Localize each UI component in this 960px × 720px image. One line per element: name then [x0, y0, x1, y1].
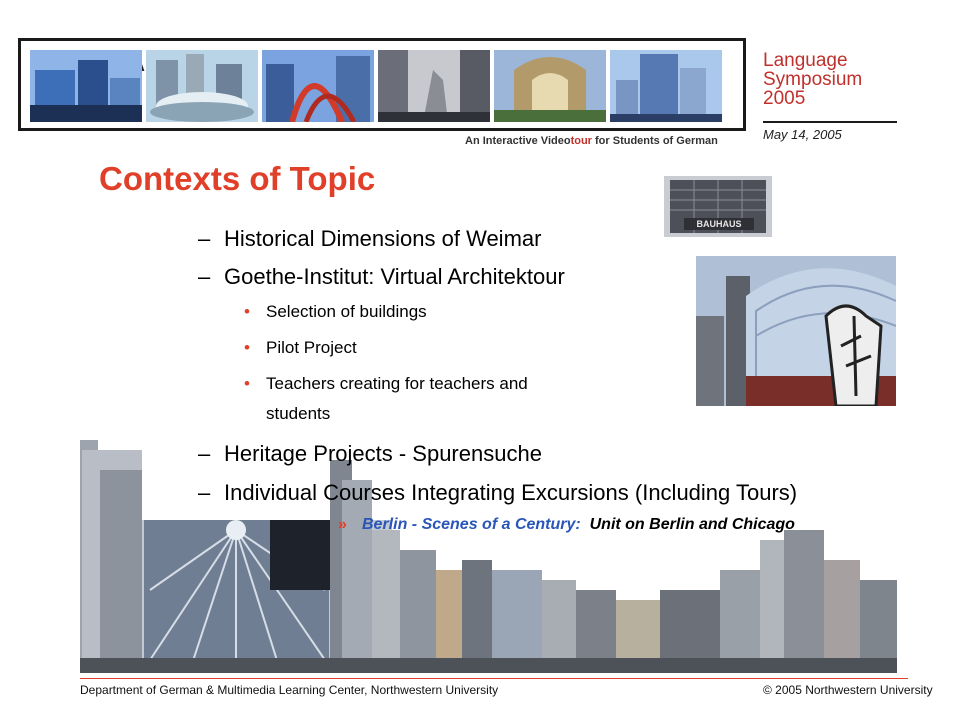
symposium-label — [763, 51, 903, 108]
subbullet-selection — [244, 302, 427, 322]
bullet-text: Historical Dimensions of Weimar — [224, 226, 542, 251]
dot-marker: • — [244, 374, 250, 393]
course-desc: Unit on Berlin and Chicago — [589, 516, 795, 533]
subbullet-teachers — [244, 374, 528, 394]
banner-photo-2 — [146, 50, 258, 122]
dash-marker: – — [198, 480, 211, 505]
dash-marker: – — [198, 264, 211, 289]
subbullet-text: Pilot Project — [266, 338, 357, 357]
subbullet-berlin-course — [338, 516, 795, 534]
subbullet-text: Selection of buildings — [266, 302, 427, 321]
symposium-line-1: Language — [763, 50, 848, 71]
bullet-goethe — [198, 264, 565, 290]
banner-subtitle-accent: tour — [570, 135, 592, 147]
bauhaus-photo — [664, 176, 772, 237]
bullet-courses — [198, 480, 797, 506]
dash-marker: – — [198, 441, 211, 466]
subbullet-teachers-continued: students — [266, 404, 331, 423]
banner-subtitle-part3: for Students of German — [591, 135, 718, 147]
symposium-divider — [763, 121, 897, 123]
bullet-text: Individual Courses Integrating Excursions (Including Tours) — [224, 480, 798, 505]
footer-copyright: © 2005 Northwestern University — [763, 683, 933, 697]
course-title: Berlin - Scenes of a Century: — [362, 516, 581, 533]
bauhaus-sign: BAUHAUS — [696, 219, 742, 229]
footer-divider — [80, 678, 908, 679]
banner-photo-1 — [30, 50, 142, 122]
dash-marker: – — [198, 226, 211, 251]
bullet-text: Goethe-Institut: Virtual Architektour — [224, 264, 565, 289]
raquo-marker: » — [338, 516, 347, 533]
banner-photo-strip — [30, 50, 740, 122]
subbullet-text: Teachers creating for teachers and — [266, 374, 528, 393]
thompson-center-photo — [696, 256, 896, 406]
banner-photo-6 — [610, 50, 722, 122]
subbullet-pilot — [244, 338, 357, 358]
symposium-line-3: 2005 — [763, 88, 806, 109]
banner-photo-4 — [378, 50, 490, 122]
symposium-line-2: Symposium — [763, 69, 863, 90]
banner-photo-3 — [262, 50, 374, 122]
dot-marker: • — [244, 338, 250, 357]
symposium-date: May 14, 2005 — [763, 127, 842, 142]
bullet-text: Heritage Projects - Spurensuche — [224, 441, 542, 466]
footer-department: Department of German & Multimedia Learning Center, Northwestern University — [80, 683, 499, 697]
banner-photo-5 — [494, 50, 606, 122]
dot-marker: • — [244, 302, 250, 321]
bullet-weimar — [198, 226, 541, 252]
banner-subtitle — [465, 135, 718, 147]
slide-title: Contexts of Topic — [99, 160, 376, 197]
bullet-heritage — [198, 441, 542, 467]
banner-subtitle-part1: An Interactive Video — [465, 135, 571, 147]
